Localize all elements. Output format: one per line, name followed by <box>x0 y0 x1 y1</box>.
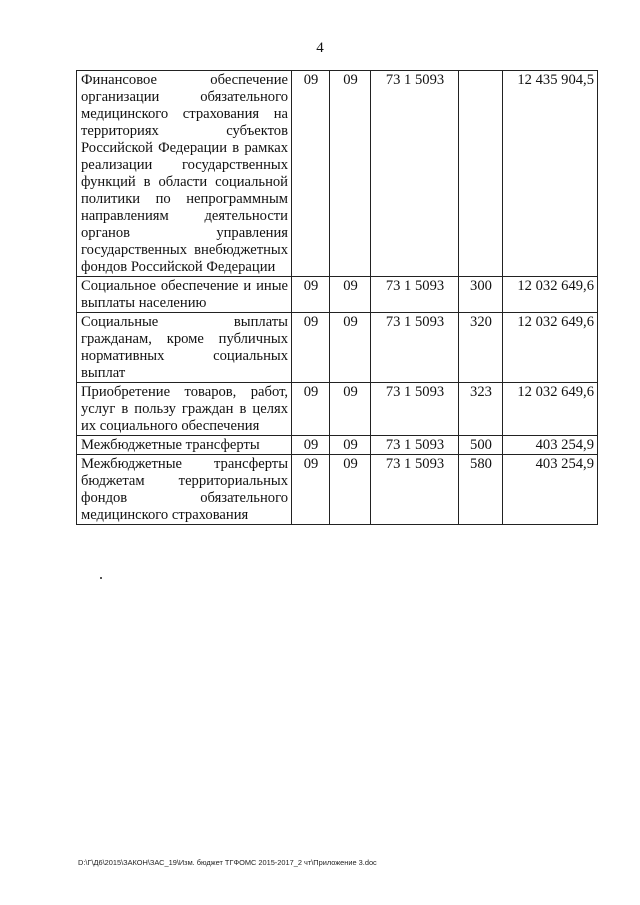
row-amount: 12 032 649,6 <box>503 277 598 313</box>
row-target-article: 73 1 5093 <box>371 455 459 525</box>
row-section: 09 <box>292 455 330 525</box>
row-target-article: 73 1 5093 <box>371 71 459 277</box>
stray-dot <box>100 577 102 579</box>
row-expense-type: 300 <box>459 277 503 313</box>
row-subsection: 09 <box>330 436 371 455</box>
table-row <box>77 277 598 313</box>
table-row <box>77 313 598 383</box>
row-expense-type <box>459 71 503 277</box>
row-section: 09 <box>292 436 330 455</box>
row-expense-type: 323 <box>459 383 503 436</box>
row-subsection: 09 <box>330 313 371 383</box>
row-section: 09 <box>292 383 330 436</box>
table-row <box>77 436 598 455</box>
row-amount: 403 254,9 <box>503 455 598 525</box>
row-amount: 12 032 649,6 <box>503 313 598 383</box>
row-name: Финансовое обеспечение организации обязательного медицинского страхования на территориях субъектов Российской Федерации в рамках реализации государственных функций в области социальной политики по непрограммным направлениям деятельности органов управления государственных внебюджетных фондов Российской Федерации <box>77 71 292 277</box>
row-expense-type: 320 <box>459 313 503 383</box>
row-subsection: 09 <box>330 71 371 277</box>
row-section: 09 <box>292 71 330 277</box>
table-row <box>77 455 598 525</box>
row-amount: 12 435 904,5 <box>503 71 598 277</box>
row-expense-type: 500 <box>459 436 503 455</box>
page-number: 4 <box>316 40 324 56</box>
row-target-article: 73 1 5093 <box>371 436 459 455</box>
row-subsection: 09 <box>330 277 371 313</box>
row-subsection: 09 <box>330 455 371 525</box>
row-section: 09 <box>292 313 330 383</box>
row-target-article: 73 1 5093 <box>371 313 459 383</box>
row-subsection: 09 <box>330 383 371 436</box>
footer-file-path: D:\Г\Д6\2015\ЗАКОН\ЗАС_19\Изм. бюджет ТГФОМС 2015-2017_2 чт\Приложение 3.doc <box>78 858 377 867</box>
row-target-article: 73 1 5093 <box>371 383 459 436</box>
row-name: Межбюджетные трансферты <box>77 436 292 455</box>
row-expense-type: 580 <box>459 455 503 525</box>
row-section: 09 <box>292 277 330 313</box>
row-name: Межбюджетные трансферты бюджетам территориальных фондов обязательного медицинского страхования <box>77 455 292 525</box>
row-name: Социальное обеспечение и иные выплаты населению <box>77 277 292 313</box>
row-name: Приобретение товаров, работ, услуг в пользу граждан в целях их социального обеспечения <box>77 383 292 436</box>
row-target-article: 73 1 5093 <box>371 277 459 313</box>
row-amount: 12 032 649,6 <box>503 383 598 436</box>
table-row <box>77 383 598 436</box>
budget-table <box>76 70 598 525</box>
row-name: Социальные выплаты гражданам, кроме публичных нормативных социальных выплат <box>77 313 292 383</box>
table-row <box>77 71 598 277</box>
row-amount: 403 254,9 <box>503 436 598 455</box>
